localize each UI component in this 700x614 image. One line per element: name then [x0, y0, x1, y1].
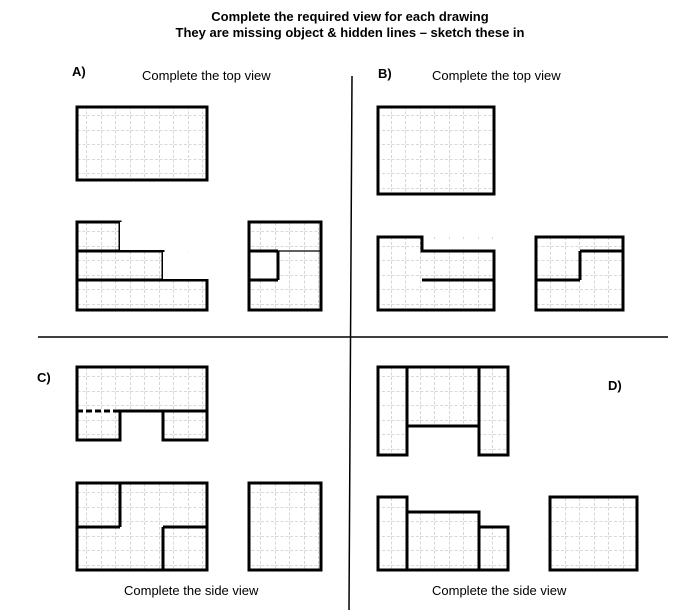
d-front-view — [378, 495, 510, 570]
c-front-view — [77, 483, 207, 570]
a-front-view — [77, 222, 210, 310]
d-side-view — [550, 497, 637, 570]
drawing-d — [378, 367, 637, 570]
quadrant-c-instruction: Complete the side view — [124, 583, 259, 598]
drawing-c — [77, 367, 321, 570]
vertical-divider — [349, 76, 352, 610]
quadrant-a-instruction: Complete the top view — [142, 68, 271, 83]
quadrant-b-instruction: Complete the top view — [432, 68, 561, 83]
b-side-view — [536, 237, 623, 310]
drawing-b — [378, 107, 623, 310]
a-side-view — [249, 222, 321, 310]
worksheet-title: Complete the required view for each drawing — [211, 9, 489, 24]
b-front-view — [378, 237, 496, 310]
a-top-view — [77, 107, 207, 180]
b-top-view — [378, 107, 494, 194]
quadrant-d-label: D) — [608, 378, 622, 393]
quadrant-a-label: A) — [72, 64, 86, 79]
worksheet-subtitle: They are missing object & hidden lines – sketch these in — [175, 25, 525, 40]
quadrant-d-instruction: Complete the side view — [432, 583, 567, 598]
drawing-a — [77, 107, 321, 310]
c-top-view — [77, 367, 207, 442]
d-top-view — [378, 367, 508, 457]
quadrant-c-label: C) — [37, 370, 51, 385]
quadrant-b-label: B) — [378, 66, 392, 81]
c-side-view — [249, 483, 321, 570]
